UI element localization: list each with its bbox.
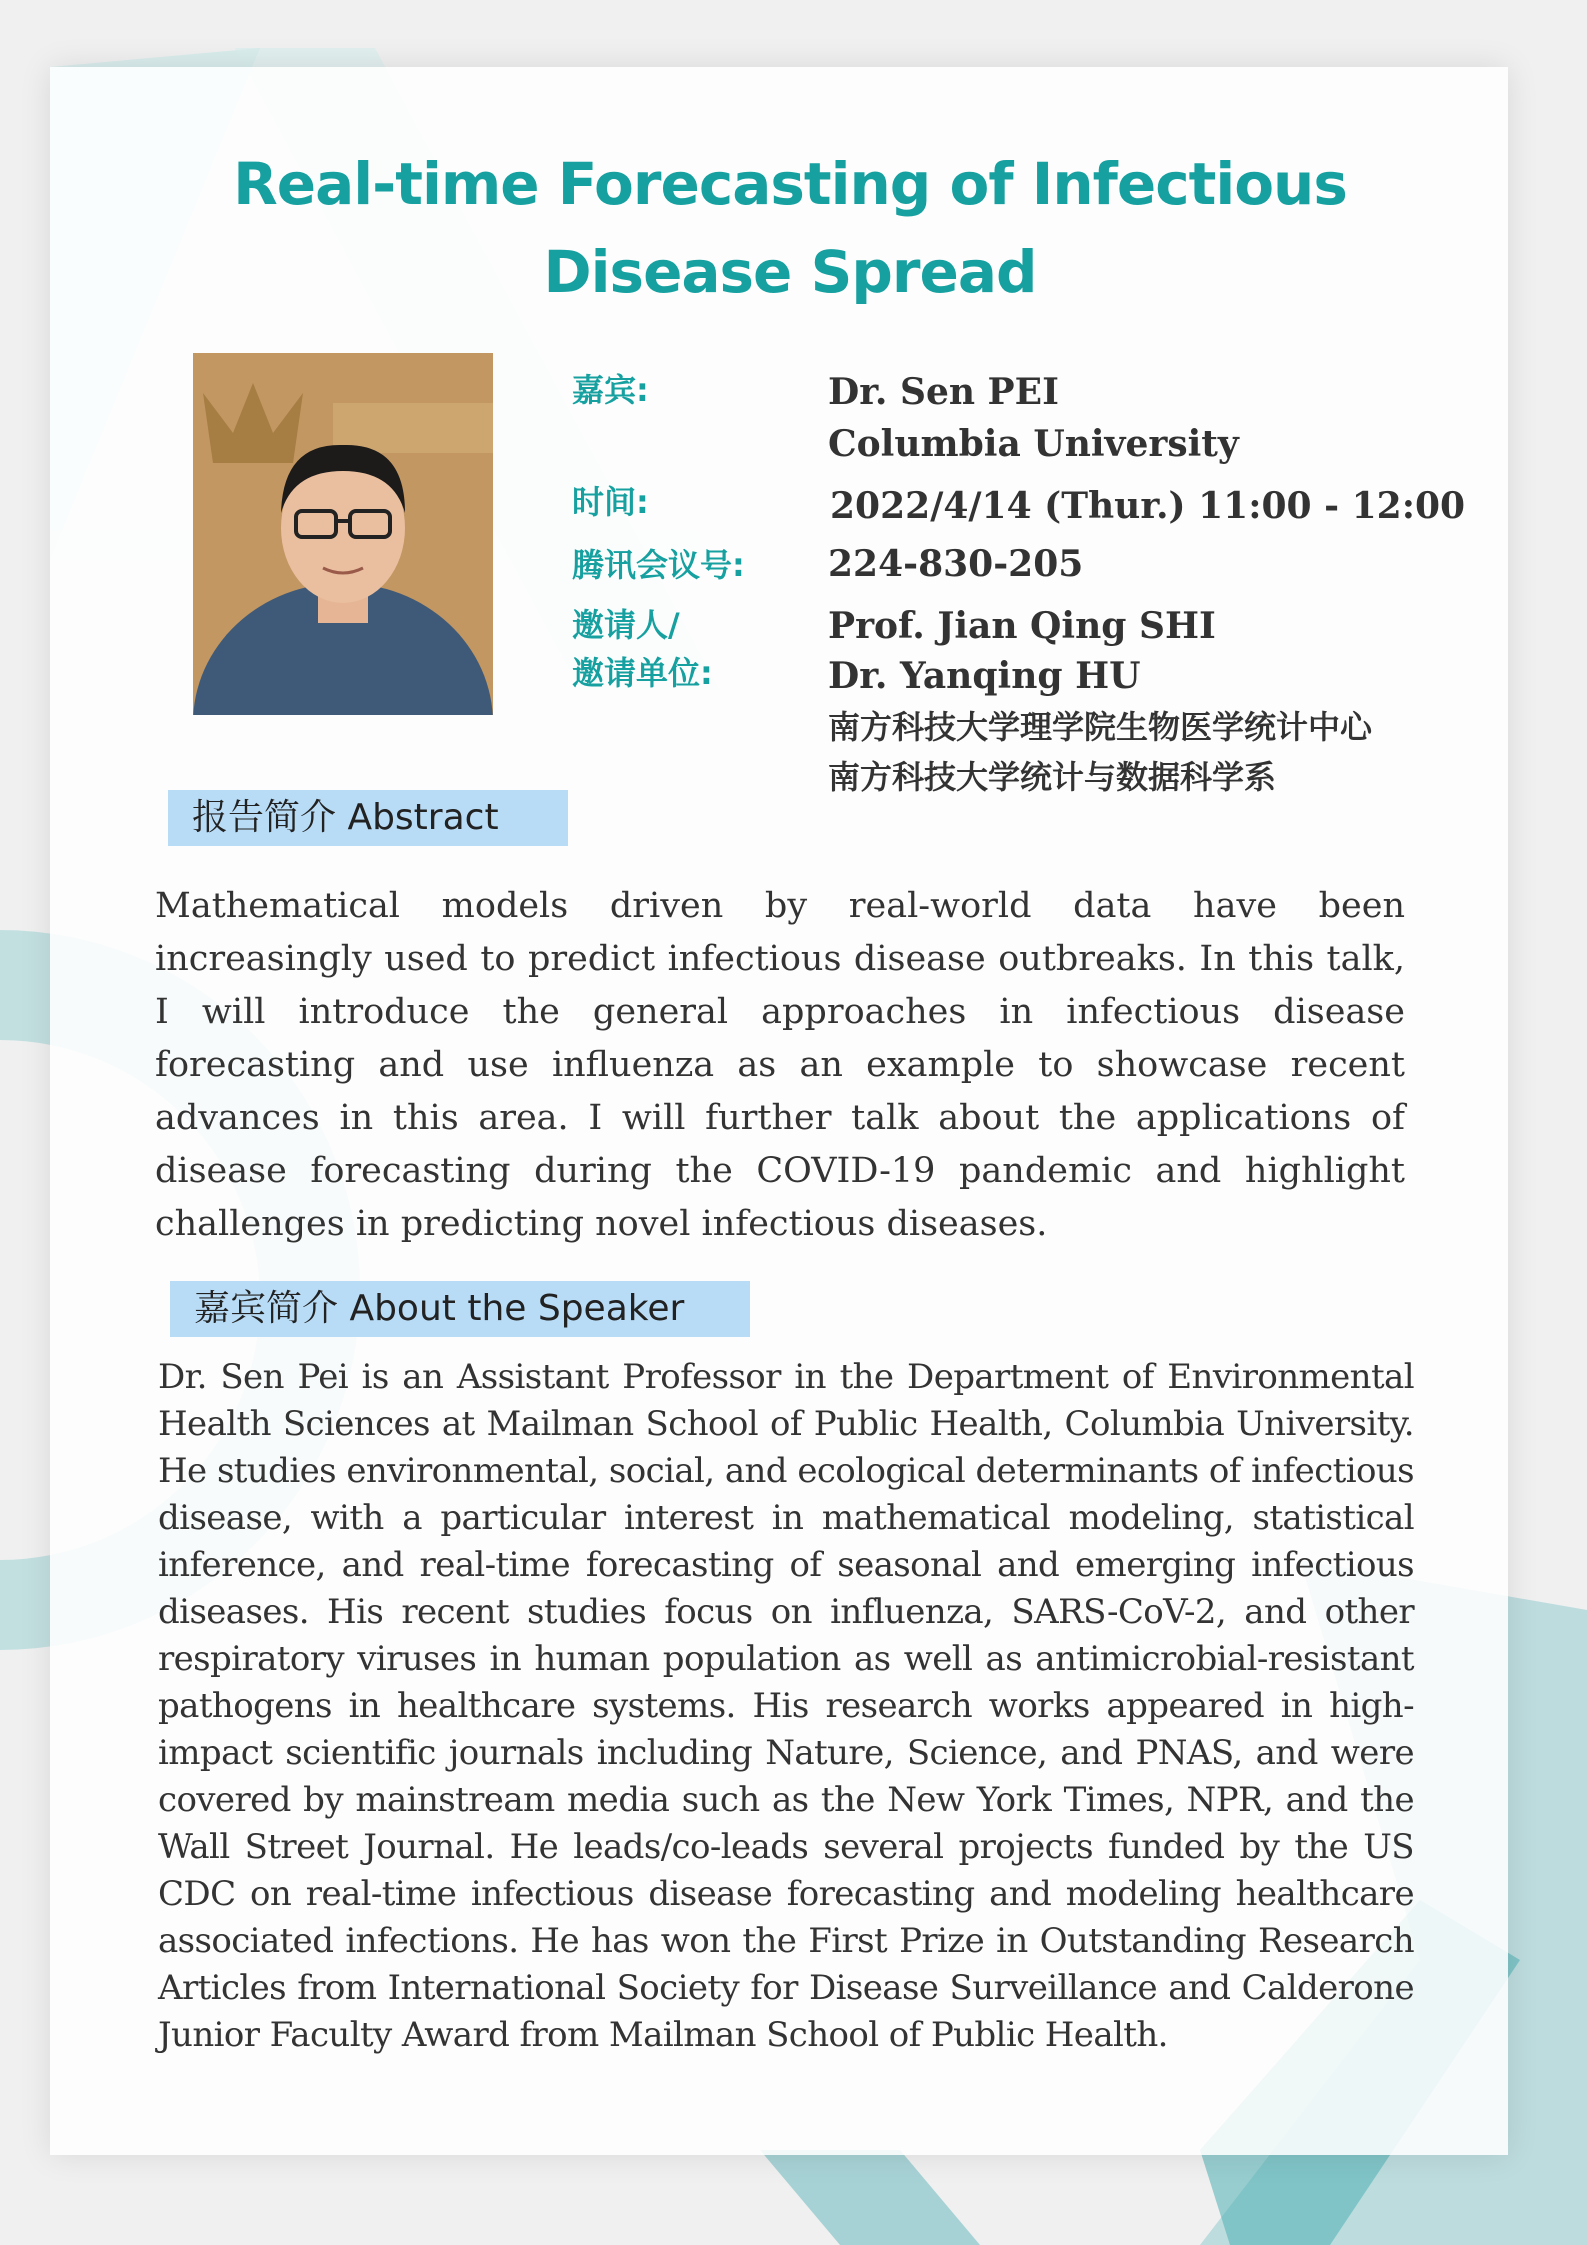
title-line-2: Disease Spread [543, 238, 1037, 306]
inviter-label: 邀请人/ [572, 606, 680, 644]
speaker-photo [193, 353, 493, 715]
time-label: 时间: [572, 483, 649, 521]
inviter-2: Dr. Yanqing HU [828, 655, 1141, 697]
decor-band-bottom-2 [760, 2150, 980, 2245]
guest-label: 嘉宾: [572, 371, 649, 409]
page-title [120, 140, 1460, 316]
speaker-photo-illustration [193, 353, 493, 715]
meeting-id: 224-830-205 [828, 543, 1084, 585]
meeting-label: 腾讯会议号: [572, 546, 745, 584]
inviter-1: Prof. Jian Qing SHI [828, 605, 1216, 647]
abstract-heading: 报告简介 Abstract [168, 790, 568, 846]
time-value: 2022/4/14 (Thur.) 11:00 - 12:00 [830, 485, 1466, 527]
title-line-1: Real-time Forecasting of Infectious [233, 150, 1347, 218]
speaker-bio: Dr. Sen Pei is an Assistant Professor in the Department of Environmental Health Sciences at Mailman School of Public Health, Columbia University. He studies environmental, social, and ecological determinants of infectious disease, with a particular interest in mathematical modeling, statistical inference, and real-time forecasting of seasonal and emerging infectious diseases. His recent studies focus on influenza, SARS-CoV-2, and other respiratory viruses in human population as well as antimicrobial-resistant pathogens in healthcare systems. His research works appeared in high-impact scientific journals including Nature, Science, and PNAS, and were covered by mainstream media such as the New York Times, NPR, and the Wall Street Journal. He leads/co-leads several projects funded by the US CDC on real-time infectious disease forecasting and modeling healthcare associated infections. He has won the First Prize in Outstanding Research Articles from International Society for Disease Surveillance and Calderone Junior Faculty Award from Mailman School of Public Health. [158, 1357, 1414, 2055]
inviter-unit-label: 邀请单位: [572, 654, 713, 692]
guest-affiliation: Columbia University [828, 423, 1239, 465]
guest-name: Dr. Sen PEI [828, 371, 1059, 413]
inviter-unit-1: 南方科技大学理学院生物医学统计中心 [828, 708, 1373, 746]
abstract-text: Mathematical models driven by real-world data have been increasingly used to predict infectious disease outbreaks. In this talk, I will introduce the general approaches in infectious disease forecasting and use influenza as an example to showcase recent advances in this area. I will further talk about the applications of disease forecasting during the COVID-19 pandemic and highlight challenges in predicting novel infectious diseases. [155, 886, 1405, 1244]
speaker-heading: 嘉宾简介 About the Speaker [170, 1281, 750, 1337]
inviter-unit-2: 南方科技大学统计与数据科学系 [828, 758, 1277, 796]
